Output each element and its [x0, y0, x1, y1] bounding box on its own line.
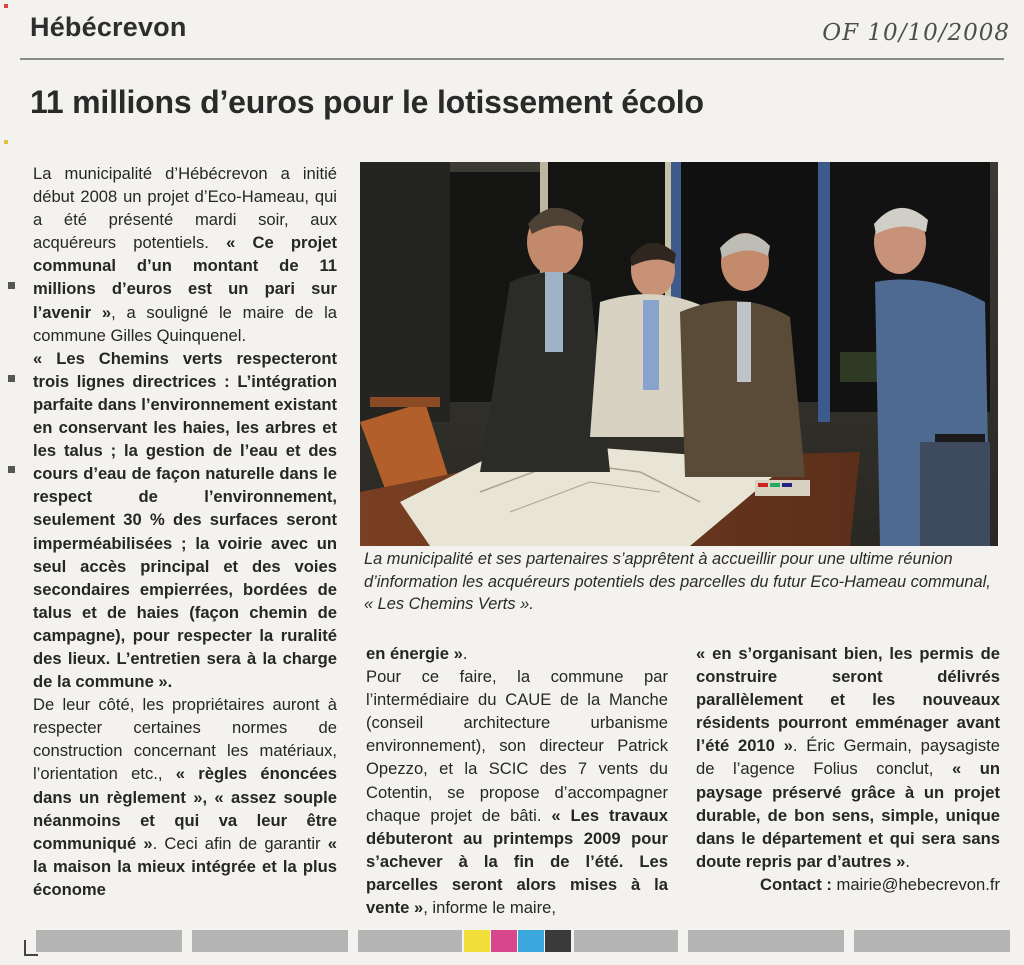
handwritten-date-note: OF 10/10/2008	[822, 20, 1010, 46]
contact-label: Contact :	[759, 874, 832, 894]
photo-image	[360, 162, 998, 546]
print-mark	[4, 4, 8, 8]
paragraph	[33, 162, 337, 347]
quote-run: « Ce projet communal d’un montant de 11 millions d’euros est un pari sur l’avenir »	[33, 233, 337, 322]
color-swatch-black	[545, 930, 571, 952]
section-rubric: Hébécrevon	[30, 12, 187, 42]
quote-run: « Les Chemins verts respecteront trois lignes directrices : L’intégration parfaite dans l’environnement existant en conservant les haies, les arbres et les talus ; la gestion de l’eau et des cours d’eau de façon naturelle dans le respect de l’environnement, seulement 30 % des surfaces seront imperméabilisées ; la voirie avec un seul accès principal et des voies secondaires empierrées, bordées de talus et de haies (façon chemin de campagne), pour respecter la ruralité des lieux. L’entretien sera à la charge de la commune ».	[33, 348, 337, 692]
quote-run: « un paysage préservé grâce à un projet durable, de bon sens, simple, unique dans le département et qui sera sans doute repris par d’autres »	[696, 759, 1000, 871]
text-run: Pour ce faire, la commune par l’intermédiaire du CAUE de la Manche (conseil architecture urbanisme environnement), son directeur Patrick Opezzo, et la SCIC des 7 vents du Cotentin, se propose d’accompagner chaque projet de bâti.	[366, 667, 668, 825]
paragraph	[366, 642, 668, 665]
article-column-1	[33, 162, 337, 901]
text-run: , a souligné le maire de la commune Gilles Quinquenel.	[33, 302, 337, 345]
article-photo	[360, 162, 998, 546]
paragraph	[366, 665, 668, 919]
contact-line	[696, 873, 1000, 896]
quote-run: « Les travaux débuteront au printemps 2009 pour s’achever à la fin de l’été. Les parcelles seront alors mises à la vente »	[366, 805, 669, 918]
print-bar	[36, 930, 182, 952]
color-swatch-yellow	[464, 930, 490, 952]
text-run: .	[905, 851, 910, 871]
print-bar	[688, 930, 844, 952]
margin-bullet	[8, 282, 15, 289]
article-column-3	[696, 642, 1000, 896]
print-mark	[4, 140, 8, 144]
text-run: , informe le maire,	[423, 898, 556, 918]
margin-bullet	[8, 466, 15, 473]
text-run: .	[462, 644, 468, 663]
quote-run: « la maison la mieux intégrée et la plus économe	[33, 833, 337, 899]
text-run: La municipalité d’Hébécrevon a initié début 2008 un projet d’Eco-Hameau, qui a été présenté mardi soir, aux acquéreurs potentiels.	[33, 164, 337, 253]
quote-run: « règles énoncées dans un règlement », « assez souple néanmoins et qui va leur être communiqué »	[33, 764, 337, 853]
article-headline: 11 millions d’euros pour le lotissement écolo	[30, 84, 704, 120]
margin-bullet	[8, 375, 15, 382]
color-swatch-magenta	[491, 930, 517, 952]
photo-caption: La municipalité et ses partenaires s’apprêtent à accueillir pour une ultime réunion d’information les acquéreurs potentiels des parcelles du futur Eco-Hameau communal, « Les Chemins Verts ».	[364, 550, 991, 614]
paragraph	[33, 347, 337, 693]
contact-email: mairie@hebecrevon.fr	[836, 874, 1000, 894]
section-rule	[20, 58, 1004, 60]
article-column-2	[366, 642, 668, 919]
quote-run: « en s’organisant bien, les permis de construire seront délivrés parallèlement et les nouveaux résidents pourront emménager avant l’été 2010 »	[696, 644, 1000, 756]
print-bar	[358, 930, 462, 952]
print-bar	[854, 930, 1010, 952]
registration-corner-mark	[24, 940, 38, 956]
print-bar	[574, 930, 678, 952]
paragraph	[696, 642, 1000, 873]
paragraph	[33, 693, 337, 901]
color-swatch-cyan	[518, 930, 544, 952]
text-run: De leur côté, les propriétaires auront à respecter certaines normes de construction concernant les matériaux, l’orientation etc.,	[33, 695, 337, 784]
text-run: . Éric Germain, paysagiste de l’agence Folius conclut,	[696, 736, 1000, 779]
print-bar	[192, 930, 348, 952]
quote-run: en énergie »	[366, 644, 463, 663]
text-run: . Ceci afin de garantir	[152, 833, 328, 853]
